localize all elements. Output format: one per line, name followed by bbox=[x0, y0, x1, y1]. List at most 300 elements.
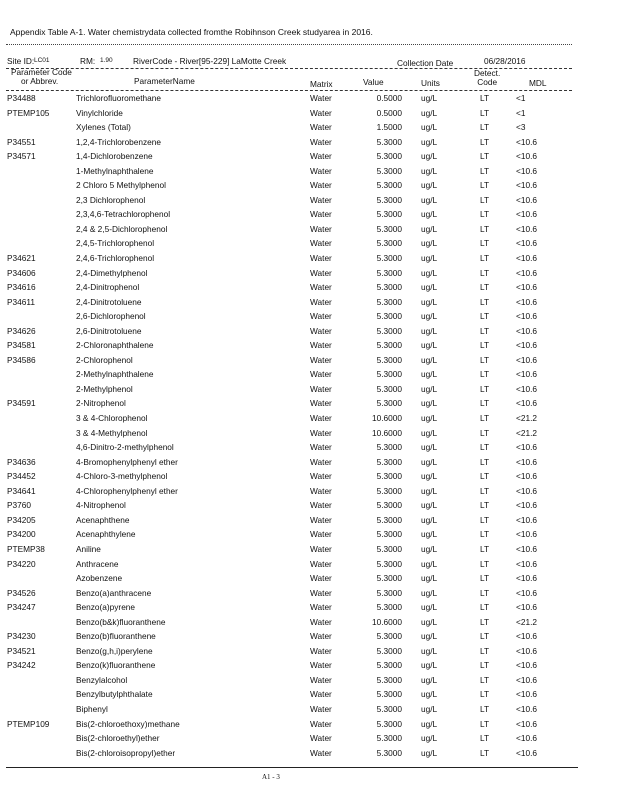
detect-code-cell: LT bbox=[480, 485, 490, 496]
column-header-detect bbox=[474, 69, 500, 87]
detect-code-cell: LT bbox=[480, 616, 490, 627]
matrix-cell: Water bbox=[310, 194, 332, 205]
table-row bbox=[0, 137, 618, 152]
detect-code-cell: LT bbox=[480, 136, 490, 147]
matrix-cell: Water bbox=[310, 136, 332, 147]
matrix-cell: Water bbox=[310, 587, 332, 598]
footer-rule bbox=[6, 767, 578, 768]
mdl-cell: <10.6 bbox=[516, 485, 537, 496]
column-header-param-code-line1: Parameter Code bbox=[11, 67, 72, 77]
page-number: A1 - 3 bbox=[262, 773, 280, 781]
param-code-cell: P34551 bbox=[7, 136, 36, 147]
detect-code-cell: LT bbox=[480, 296, 490, 307]
value-cell: 5.3000 bbox=[376, 136, 402, 147]
mdl-cell: <10.6 bbox=[516, 383, 537, 394]
units-cell: ug/L bbox=[421, 500, 438, 511]
units-cell: ug/L bbox=[421, 645, 438, 656]
table-row bbox=[0, 471, 618, 486]
param-name-cell: 4,6-Dinitro-2-methylphenol bbox=[76, 442, 174, 453]
matrix-cell: Water bbox=[310, 122, 332, 133]
value-cell: 5.3000 bbox=[376, 718, 402, 729]
param-name-cell: Benzo(b)fluoranthene bbox=[76, 631, 156, 642]
table-row bbox=[0, 166, 618, 181]
matrix-cell: Water bbox=[310, 616, 332, 627]
table-row bbox=[0, 559, 618, 574]
value-cell: 5.3000 bbox=[376, 733, 402, 744]
param-code-cell: P34621 bbox=[7, 253, 36, 264]
matrix-cell: Water bbox=[310, 660, 332, 671]
value-cell: 5.3000 bbox=[376, 543, 402, 554]
value-cell: 0.5000 bbox=[376, 93, 402, 103]
detect-code-cell: LT bbox=[480, 703, 490, 714]
param-name-cell: 1,4-Dichlorobenzene bbox=[76, 151, 153, 162]
mdl-cell: <10.6 bbox=[516, 253, 537, 264]
param-code-cell: P34626 bbox=[7, 325, 36, 336]
units-cell: ug/L bbox=[421, 529, 438, 540]
table-row bbox=[0, 340, 618, 355]
matrix-cell: Water bbox=[310, 514, 332, 525]
mdl-cell: <10.6 bbox=[516, 733, 537, 744]
detect-code-cell: LT bbox=[480, 354, 490, 365]
units-cell: ug/L bbox=[421, 616, 438, 627]
param-name-cell: 2,4 & 2,5-Dichlorophenol bbox=[76, 223, 168, 234]
units-cell: ug/L bbox=[421, 587, 438, 598]
matrix-cell: Water bbox=[310, 733, 332, 744]
mdl-cell: <10.6 bbox=[516, 165, 537, 176]
table-row bbox=[0, 457, 618, 472]
matrix-cell: Water bbox=[310, 209, 332, 220]
param-code-cell: P34488 bbox=[7, 93, 36, 103]
table-row bbox=[0, 733, 618, 748]
rm-value: 1.90 bbox=[100, 57, 113, 64]
units-cell: ug/L bbox=[421, 485, 438, 496]
value-cell: 10.6000 bbox=[372, 427, 402, 438]
units-cell: ug/L bbox=[421, 311, 438, 322]
param-name-cell: Benzo(k)fluoranthene bbox=[76, 660, 156, 671]
detect-code-cell: LT bbox=[480, 369, 490, 380]
value-cell: 5.3000 bbox=[376, 747, 402, 758]
mdl-cell: <10.6 bbox=[516, 558, 537, 569]
matrix-cell: Water bbox=[310, 267, 332, 278]
table-row bbox=[0, 646, 618, 661]
table-row bbox=[0, 253, 618, 268]
mdl-cell: <10.6 bbox=[516, 689, 537, 700]
value-cell: 5.3000 bbox=[376, 311, 402, 322]
mdl-cell: <10.6 bbox=[516, 209, 537, 220]
units-cell: ug/L bbox=[421, 93, 438, 103]
table-row bbox=[0, 224, 618, 239]
detect-code-cell: LT bbox=[480, 194, 490, 205]
value-cell: 5.3000 bbox=[376, 383, 402, 394]
matrix-cell: Water bbox=[310, 296, 332, 307]
mdl-cell: <21.2 bbox=[516, 427, 537, 438]
param-name-cell: 2,4,5-Trichlorophenol bbox=[76, 238, 155, 249]
mdl-cell: <10.6 bbox=[516, 660, 537, 671]
mdl-cell: <10.6 bbox=[516, 282, 537, 293]
matrix-cell: Water bbox=[310, 413, 332, 424]
table-row bbox=[0, 588, 618, 603]
units-cell: ug/L bbox=[421, 296, 438, 307]
units-cell: ug/L bbox=[421, 558, 438, 569]
mdl-cell: <1 bbox=[516, 93, 526, 103]
param-code-cell: P34606 bbox=[7, 267, 36, 278]
matrix-cell: Water bbox=[310, 383, 332, 394]
column-header-param-name: ParameterName bbox=[134, 76, 195, 86]
units-cell: ug/L bbox=[421, 151, 438, 162]
table-row bbox=[0, 544, 618, 559]
param-code-cell: P3760 bbox=[7, 500, 31, 511]
matrix-cell: Water bbox=[310, 485, 332, 496]
mdl-cell: <21.2 bbox=[516, 616, 537, 627]
table-row bbox=[0, 500, 618, 515]
mdl-cell: <10.6 bbox=[516, 674, 537, 685]
param-name-cell: 2-Nitrophenol bbox=[76, 398, 126, 409]
matrix-cell: Water bbox=[310, 354, 332, 365]
units-cell: ug/L bbox=[421, 514, 438, 525]
param-code-cell: P34526 bbox=[7, 587, 36, 598]
matrix-cell: Water bbox=[310, 238, 332, 249]
param-code-cell: P34591 bbox=[7, 398, 36, 409]
value-cell: 10.6000 bbox=[372, 413, 402, 424]
mdl-cell: <10.6 bbox=[516, 180, 537, 191]
matrix-cell: Water bbox=[310, 689, 332, 700]
units-cell: ug/L bbox=[421, 369, 438, 380]
detect-code-cell: LT bbox=[480, 413, 490, 424]
mdl-cell: <10.6 bbox=[516, 645, 537, 656]
detect-code-cell: LT bbox=[480, 747, 490, 758]
units-cell: ug/L bbox=[421, 573, 438, 584]
param-name-cell: 2,4-Dinitrotoluene bbox=[76, 296, 142, 307]
detect-code-cell: LT bbox=[480, 514, 490, 525]
table-row bbox=[0, 238, 618, 253]
value-cell: 1.5000 bbox=[376, 122, 402, 133]
table-row bbox=[0, 355, 618, 370]
param-name-cell: 1-Methylnaphthalene bbox=[76, 165, 154, 176]
units-cell: ug/L bbox=[421, 718, 438, 729]
table-row bbox=[0, 631, 618, 646]
matrix-cell: Water bbox=[310, 645, 332, 656]
detect-code-cell: LT bbox=[480, 93, 490, 103]
param-name-cell: 4-Chlorophenylphenyl ether bbox=[76, 485, 178, 496]
value-cell: 5.3000 bbox=[376, 514, 402, 525]
value-cell: 5.3000 bbox=[376, 151, 402, 162]
column-header-detect-line2: Code bbox=[477, 77, 498, 87]
value-cell: 5.3000 bbox=[376, 689, 402, 700]
column-header-units: Units bbox=[421, 78, 440, 88]
param-name-cell: 2,3,4,6-Tetrachlorophenol bbox=[76, 209, 171, 220]
units-cell: ug/L bbox=[421, 602, 438, 613]
table-row bbox=[0, 704, 618, 719]
mdl-cell: <10.6 bbox=[516, 311, 537, 322]
units-cell: ug/L bbox=[421, 703, 438, 714]
value-cell: 5.3000 bbox=[376, 529, 402, 540]
units-cell: ug/L bbox=[421, 136, 438, 147]
value-cell: 0.5000 bbox=[376, 107, 402, 118]
table-row bbox=[0, 428, 618, 443]
param-name-cell: Azobenzene bbox=[76, 573, 123, 584]
param-name-cell: 2 Chloro 5 Methylphenol bbox=[76, 180, 166, 191]
value-cell: 5.3000 bbox=[376, 209, 402, 220]
detect-code-cell: LT bbox=[480, 631, 490, 642]
table-row bbox=[0, 602, 618, 617]
table-row bbox=[0, 195, 618, 210]
detect-code-cell: LT bbox=[480, 442, 490, 453]
units-cell: ug/L bbox=[421, 413, 438, 424]
table-row bbox=[0, 529, 618, 544]
param-code-cell: P34220 bbox=[7, 558, 36, 569]
param-code-cell: P34452 bbox=[7, 471, 36, 482]
rm-label: RM: bbox=[80, 56, 96, 66]
value-cell: 5.3000 bbox=[376, 500, 402, 511]
param-code-cell: P34616 bbox=[7, 282, 36, 293]
param-name-cell: 2-Chlorophenol bbox=[76, 354, 133, 365]
param-name-cell: 4-Bromophenylphenyl ether bbox=[76, 456, 178, 467]
param-name-cell: Biphenyl bbox=[76, 703, 108, 714]
matrix-cell: Water bbox=[310, 165, 332, 176]
units-cell: ug/L bbox=[421, 456, 438, 467]
detect-code-cell: LT bbox=[480, 674, 490, 685]
detect-code-cell: LT bbox=[480, 456, 490, 467]
value-cell: 5.3000 bbox=[376, 253, 402, 264]
value-cell: 5.3000 bbox=[376, 296, 402, 307]
matrix-cell: Water bbox=[310, 718, 332, 729]
param-name-cell: Benzo(b&k)fluoranthene bbox=[76, 616, 166, 627]
param-name-cell: 4-Nitrophenol bbox=[76, 500, 126, 511]
units-cell: ug/L bbox=[421, 398, 438, 409]
mdl-cell: <3 bbox=[516, 122, 526, 133]
value-cell: 5.3000 bbox=[376, 485, 402, 496]
param-name-cell: 4-Chloro-3-methylphenol bbox=[76, 471, 168, 482]
matrix-cell: Water bbox=[310, 369, 332, 380]
matrix-cell: Water bbox=[310, 602, 332, 613]
matrix-cell: Water bbox=[310, 340, 332, 351]
units-cell: ug/L bbox=[421, 209, 438, 220]
mdl-cell: <10.6 bbox=[516, 514, 537, 525]
param-name-cell: 3 & 4-Methylphenol bbox=[76, 427, 148, 438]
detect-code-cell: LT bbox=[480, 398, 490, 409]
param-code-cell: P34521 bbox=[7, 645, 36, 656]
table-row bbox=[0, 675, 618, 690]
matrix-cell: Water bbox=[310, 180, 332, 191]
param-name-cell: 2,4-Dimethylphenol bbox=[76, 267, 148, 278]
table-row bbox=[0, 268, 618, 283]
detect-code-cell: LT bbox=[480, 180, 490, 191]
site-id-label: Site ID: bbox=[7, 56, 35, 66]
mdl-cell: <1 bbox=[516, 107, 526, 118]
param-name-cell: Vinylchloride bbox=[76, 107, 123, 118]
mdl-cell: <10.6 bbox=[516, 296, 537, 307]
detect-code-cell: LT bbox=[480, 209, 490, 220]
param-code-cell: P34641 bbox=[7, 485, 36, 496]
mdl-cell: <10.6 bbox=[516, 529, 537, 540]
table-row bbox=[0, 442, 618, 457]
units-cell: ug/L bbox=[421, 733, 438, 744]
value-cell: 5.3000 bbox=[376, 267, 402, 278]
table-row bbox=[0, 297, 618, 312]
value-cell: 5.3000 bbox=[376, 180, 402, 191]
matrix-cell: Water bbox=[310, 543, 332, 554]
table-row bbox=[0, 180, 618, 195]
param-name-cell: 2-Methylphenol bbox=[76, 383, 133, 394]
param-name-cell: Trichlorofluoromethane bbox=[76, 93, 162, 103]
collection-date-value: 06/28/2016 bbox=[484, 56, 526, 66]
column-header-param-code-line2: or Abbrev. bbox=[21, 76, 59, 86]
matrix-cell: Water bbox=[310, 427, 332, 438]
param-code-cell: P34571 bbox=[7, 151, 36, 162]
value-cell: 5.3000 bbox=[376, 471, 402, 482]
value-cell: 5.3000 bbox=[376, 165, 402, 176]
table-row bbox=[0, 689, 618, 704]
value-cell: 5.3000 bbox=[376, 194, 402, 205]
value-cell: 5.3000 bbox=[376, 573, 402, 584]
detect-code-cell: LT bbox=[480, 311, 490, 322]
units-cell: ug/L bbox=[421, 427, 438, 438]
table-row bbox=[0, 573, 618, 588]
param-name-cell: 2-Methylnaphthalene bbox=[76, 369, 154, 380]
value-cell: 5.3000 bbox=[376, 631, 402, 642]
param-name-cell: Bis(2-chloroisopropyl)ether bbox=[76, 747, 176, 758]
units-cell: ug/L bbox=[421, 165, 438, 176]
detect-code-cell: LT bbox=[480, 253, 490, 264]
table-row bbox=[0, 486, 618, 501]
detect-code-cell: LT bbox=[480, 500, 490, 511]
matrix-cell: Water bbox=[310, 325, 332, 336]
table-row bbox=[0, 660, 618, 675]
detect-code-cell: LT bbox=[480, 238, 490, 249]
detect-code-cell: LT bbox=[480, 340, 490, 351]
param-name-cell: Benzylbutylphthalate bbox=[76, 689, 153, 700]
matrix-cell: Water bbox=[310, 471, 332, 482]
mdl-cell: <10.6 bbox=[516, 471, 537, 482]
mdl-cell: <10.6 bbox=[516, 703, 537, 714]
mdl-cell: <10.6 bbox=[516, 543, 537, 554]
value-cell: 5.3000 bbox=[376, 558, 402, 569]
mdl-cell: <10.6 bbox=[516, 398, 537, 409]
value-cell: 5.3000 bbox=[376, 442, 402, 453]
detect-code-cell: LT bbox=[480, 733, 490, 744]
param-code-cell: PTEMP38 bbox=[7, 543, 45, 554]
mdl-cell: <10.6 bbox=[516, 573, 537, 584]
mdl-cell: <10.6 bbox=[516, 354, 537, 365]
param-name-cell: Xylenes (Total) bbox=[76, 122, 131, 133]
table-row bbox=[0, 719, 618, 734]
units-cell: ug/L bbox=[421, 267, 438, 278]
units-cell: ug/L bbox=[421, 631, 438, 642]
mdl-cell: <10.6 bbox=[516, 747, 537, 758]
units-cell: ug/L bbox=[421, 180, 438, 191]
value-cell: 5.3000 bbox=[376, 660, 402, 671]
matrix-cell: Water bbox=[310, 674, 332, 685]
param-name-cell: 1,2,4-Trichlorobenzene bbox=[76, 136, 162, 147]
units-cell: ug/L bbox=[421, 107, 438, 118]
matrix-cell: Water bbox=[310, 573, 332, 584]
units-cell: ug/L bbox=[421, 689, 438, 700]
mdl-cell: <10.6 bbox=[516, 456, 537, 467]
detect-code-cell: LT bbox=[480, 558, 490, 569]
units-cell: ug/L bbox=[421, 471, 438, 482]
matrix-cell: Water bbox=[310, 442, 332, 453]
table-row bbox=[0, 93, 618, 108]
units-cell: ug/L bbox=[421, 253, 438, 264]
param-name-cell: Anthracene bbox=[76, 558, 119, 569]
table-row bbox=[0, 326, 618, 341]
header-dashed-rule-bottom bbox=[6, 90, 572, 91]
value-cell: 5.3000 bbox=[376, 354, 402, 365]
detect-code-cell: LT bbox=[480, 107, 490, 118]
detect-code-cell: LT bbox=[480, 165, 490, 176]
value-cell: 5.3000 bbox=[376, 602, 402, 613]
river-code-label: RiverCode - River[95-229] LaMotte Creek bbox=[133, 56, 287, 66]
matrix-cell: Water bbox=[310, 703, 332, 714]
mdl-cell: <10.6 bbox=[516, 223, 537, 234]
mdl-cell: <10.6 bbox=[516, 194, 537, 205]
matrix-cell: Water bbox=[310, 398, 332, 409]
matrix-cell: Water bbox=[310, 558, 332, 569]
param-code-cell: P34205 bbox=[7, 514, 36, 525]
table-row bbox=[0, 209, 618, 224]
matrix-cell: Water bbox=[310, 223, 332, 234]
param-name-cell: 2,6-Dichlorophenol bbox=[76, 311, 146, 322]
units-cell: ug/L bbox=[421, 543, 438, 554]
collection-date-label: Collection Date bbox=[397, 58, 454, 68]
detect-code-cell: LT bbox=[480, 689, 490, 700]
value-cell: 5.3000 bbox=[376, 645, 402, 656]
param-name-cell: Bis(2-chloroethyl)ether bbox=[76, 733, 160, 744]
value-cell: 5.3000 bbox=[376, 398, 402, 409]
param-name-cell: 2,3 Dichlorophenol bbox=[76, 194, 146, 205]
mdl-cell: <10.6 bbox=[516, 325, 537, 336]
detect-code-cell: LT bbox=[480, 223, 490, 234]
column-header-mdl: MDL bbox=[529, 78, 547, 88]
matrix-cell: Water bbox=[310, 500, 332, 511]
units-cell: ug/L bbox=[421, 223, 438, 234]
detect-code-cell: LT bbox=[480, 718, 490, 729]
matrix-cell: Water bbox=[310, 282, 332, 293]
mdl-cell: <10.6 bbox=[516, 267, 537, 278]
units-cell: ug/L bbox=[421, 340, 438, 351]
detect-code-cell: LT bbox=[480, 427, 490, 438]
detect-code-cell: LT bbox=[480, 282, 490, 293]
param-code-cell: PTEMP105 bbox=[7, 107, 50, 118]
param-code-cell: PTEMP109 bbox=[7, 718, 50, 729]
mdl-cell: <10.6 bbox=[516, 602, 537, 613]
units-cell: ug/L bbox=[421, 660, 438, 671]
value-cell: 5.3000 bbox=[376, 587, 402, 598]
value-cell: 5.3000 bbox=[376, 456, 402, 467]
detect-code-cell: LT bbox=[480, 267, 490, 278]
mdl-cell: <10.6 bbox=[516, 151, 537, 162]
matrix-cell: Water bbox=[310, 747, 332, 758]
mdl-cell: <10.6 bbox=[516, 500, 537, 511]
mdl-cell: <10.6 bbox=[516, 587, 537, 598]
table-row bbox=[0, 515, 618, 530]
matrix-cell: Water bbox=[310, 253, 332, 264]
matrix-cell: Water bbox=[310, 456, 332, 467]
site-id-value: LC01 bbox=[34, 57, 50, 64]
detect-code-cell: LT bbox=[480, 325, 490, 336]
param-name-cell: Benzo(a)pyrene bbox=[76, 602, 136, 613]
units-cell: ug/L bbox=[421, 122, 438, 133]
title-divider bbox=[6, 44, 572, 45]
param-name-cell: 2-Chloronaphthalene bbox=[76, 340, 154, 351]
units-cell: ug/L bbox=[421, 747, 438, 758]
matrix-cell: Water bbox=[310, 93, 332, 103]
mdl-cell: <10.6 bbox=[516, 238, 537, 249]
mdl-cell: <21.2 bbox=[516, 413, 537, 424]
column-header-matrix: Matrix bbox=[310, 79, 333, 89]
matrix-cell: Water bbox=[310, 107, 332, 118]
matrix-cell: Water bbox=[310, 631, 332, 642]
